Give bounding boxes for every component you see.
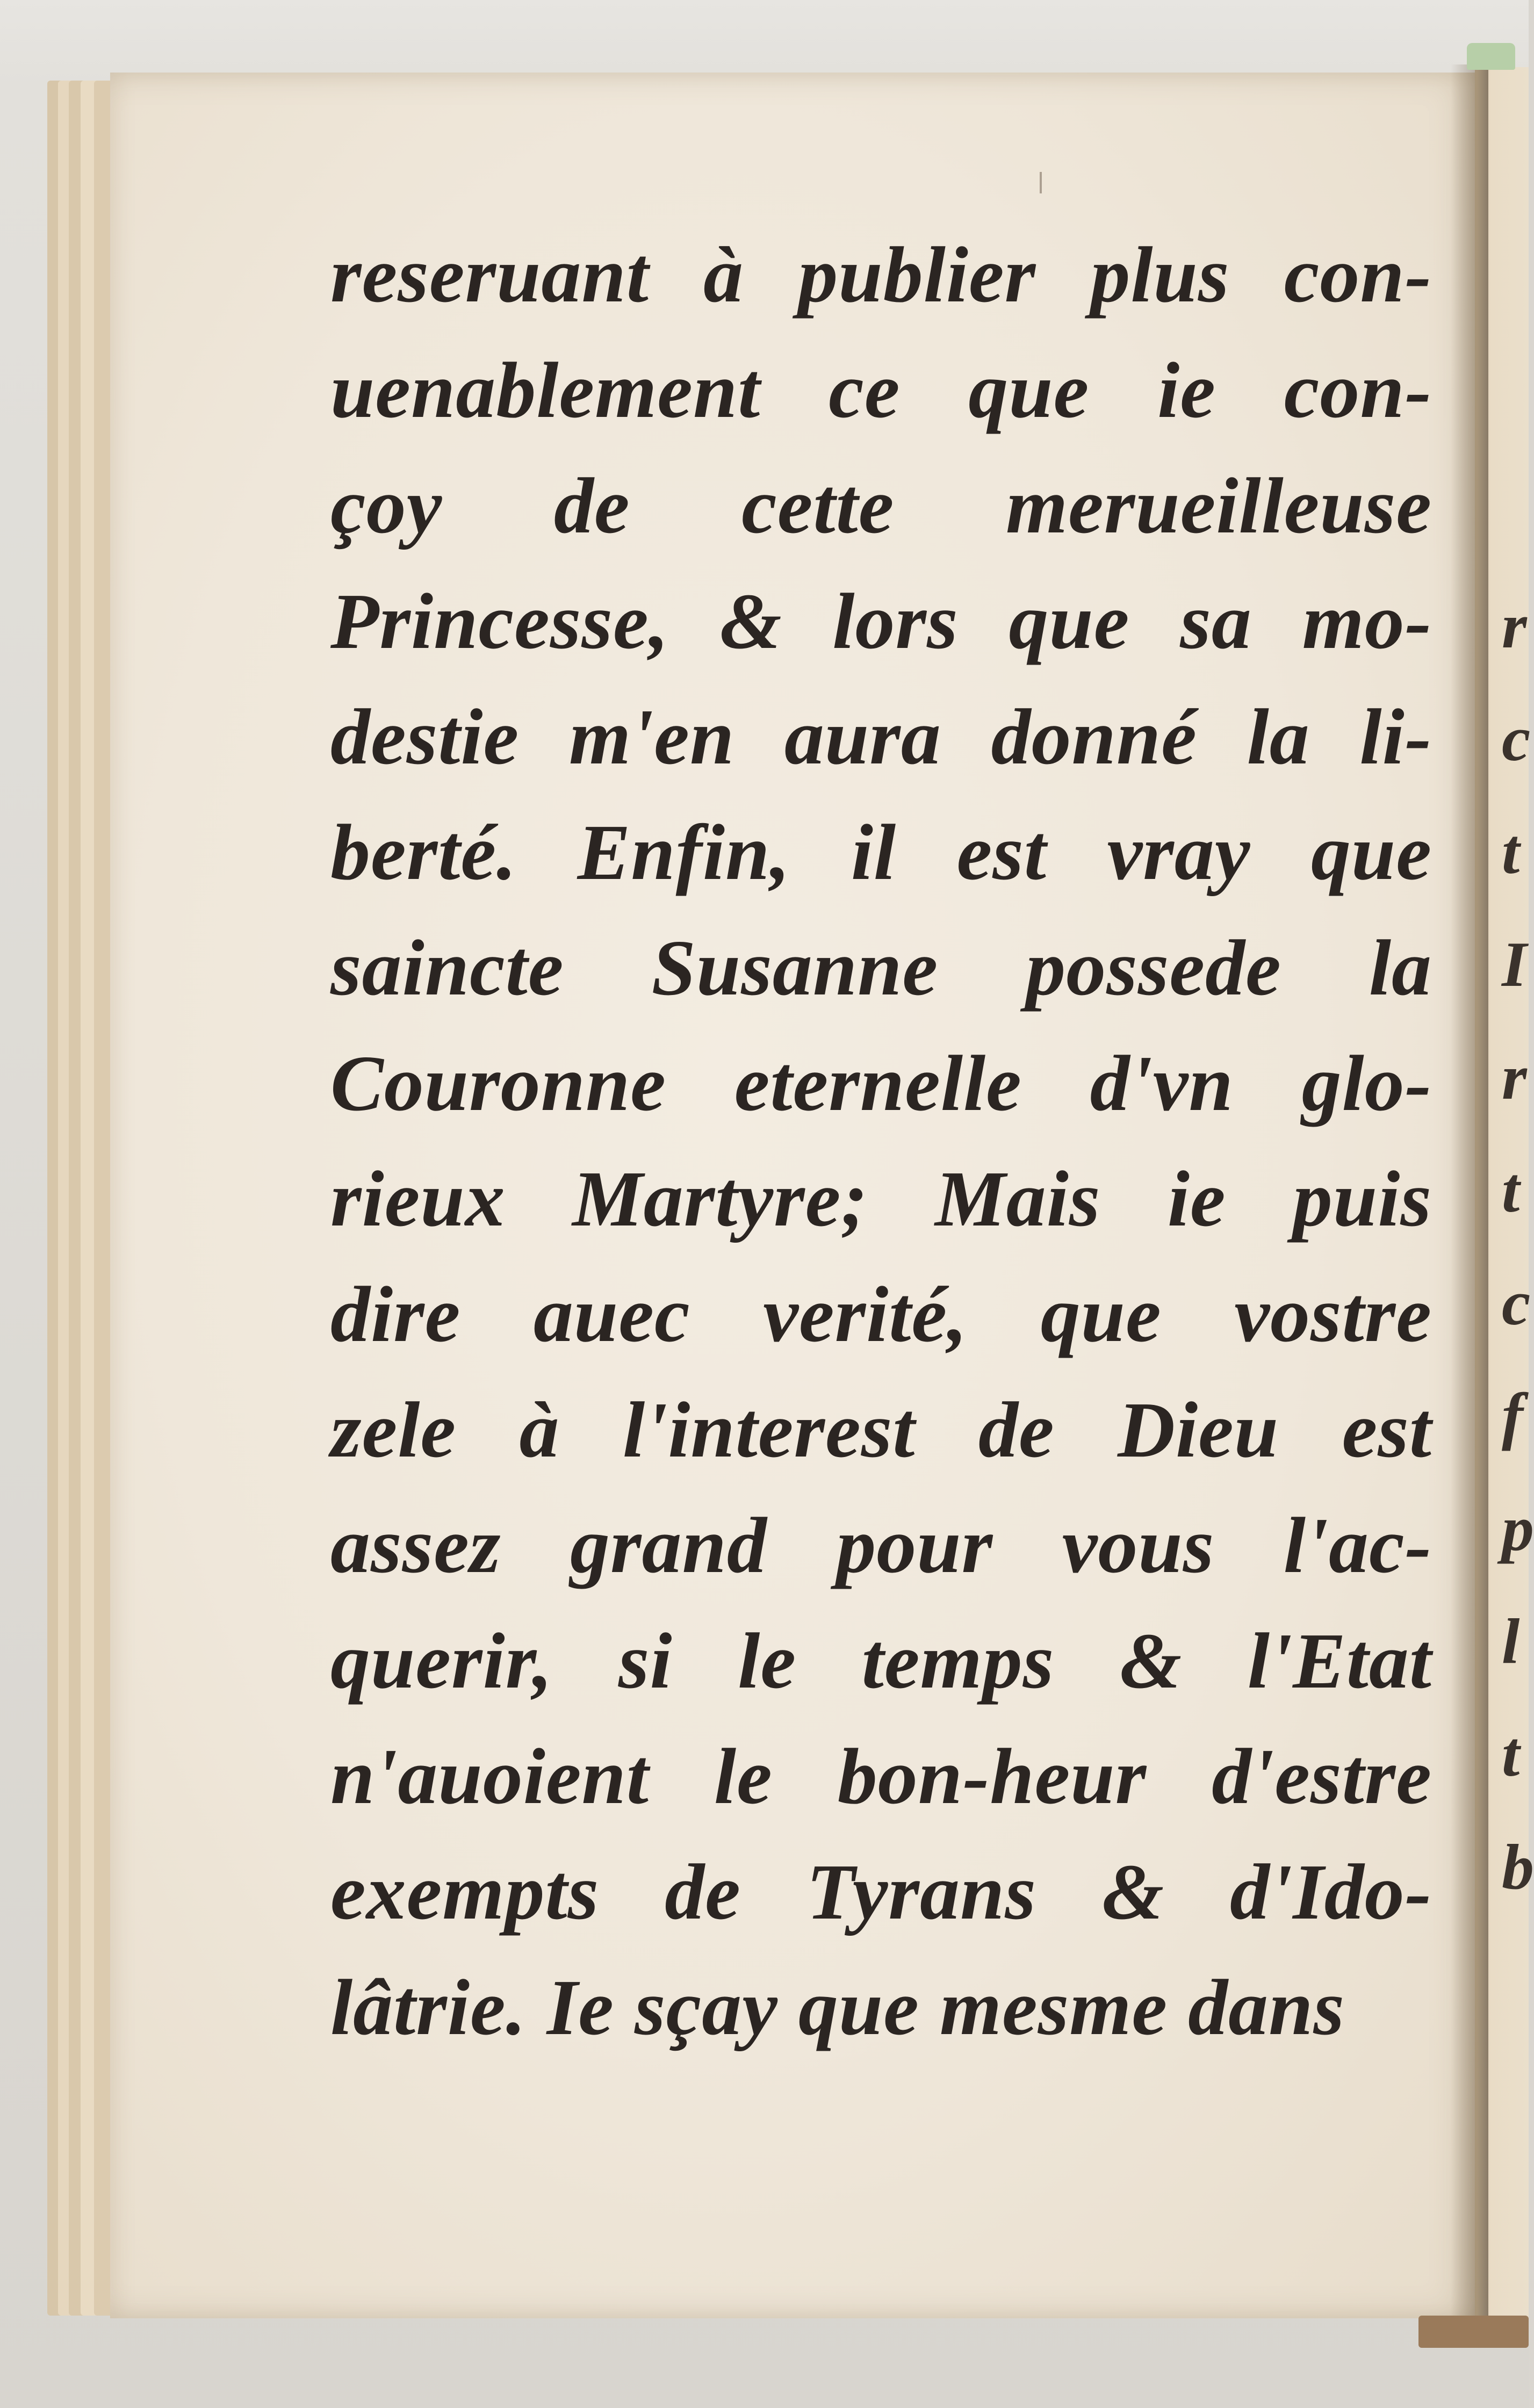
facing-letter: t	[1502, 816, 1520, 887]
text-line: zele à l'interest de Dieu est	[330, 1386, 1432, 1474]
text-line: lâtrie. Ie sçay que mesme dans	[330, 1964, 1345, 2052]
text-line: destie m'en aura donné la li-	[330, 693, 1432, 781]
text-line: n'auoient le bon-heur d'estre	[330, 1733, 1432, 1821]
binding	[1418, 2316, 1529, 2348]
facing-letter: t	[1502, 1154, 1520, 1225]
facing-letter: I	[1502, 928, 1527, 1000]
text-line: dire auec verité, que vostre	[330, 1271, 1432, 1359]
text-line: uenablement ce que ie con-	[330, 347, 1432, 435]
gutter-shadow	[1451, 64, 1488, 2326]
facing-letter: f	[1502, 1380, 1523, 1451]
facing-letter: b	[1502, 1831, 1534, 1902]
text-line: exempts de Tyrans & d'Ido-	[330, 1848, 1432, 1936]
text-line: rieux Martyre; Mais ie puis	[330, 1155, 1432, 1243]
text-line: querir, si le temps & l'Etat	[330, 1617, 1432, 1705]
facing-letter: p	[1502, 1493, 1534, 1564]
facing-letter: c	[1502, 703, 1531, 774]
text-line: çoy de cette merueilleuse	[330, 462, 1432, 550]
facing-page-text	[1502, 569, 1534, 1923]
text-line: saincte Susanne possede la	[330, 924, 1432, 1012]
text-line: reseruant à publier plus con-	[330, 231, 1432, 319]
text-line: Couronne eternelle d'vn glo-	[330, 1040, 1432, 1128]
text-line: assez grand pour vous l'ac-	[330, 1502, 1432, 1590]
bookmark-ribbon	[1467, 43, 1515, 70]
text-line: Princesse, & lors que sa mo-	[330, 578, 1432, 666]
facing-letter: l	[1502, 1605, 1520, 1677]
facing-letter: c	[1502, 1267, 1531, 1338]
facing-letter: t	[1502, 1718, 1520, 1790]
fold-mark	[1040, 172, 1042, 193]
text-line: berté. Enfin, il est vray que	[330, 809, 1432, 897]
page-text	[330, 218, 1432, 2066]
facing-letter: r	[1502, 590, 1527, 661]
facing-letter: r	[1502, 1041, 1527, 1113]
